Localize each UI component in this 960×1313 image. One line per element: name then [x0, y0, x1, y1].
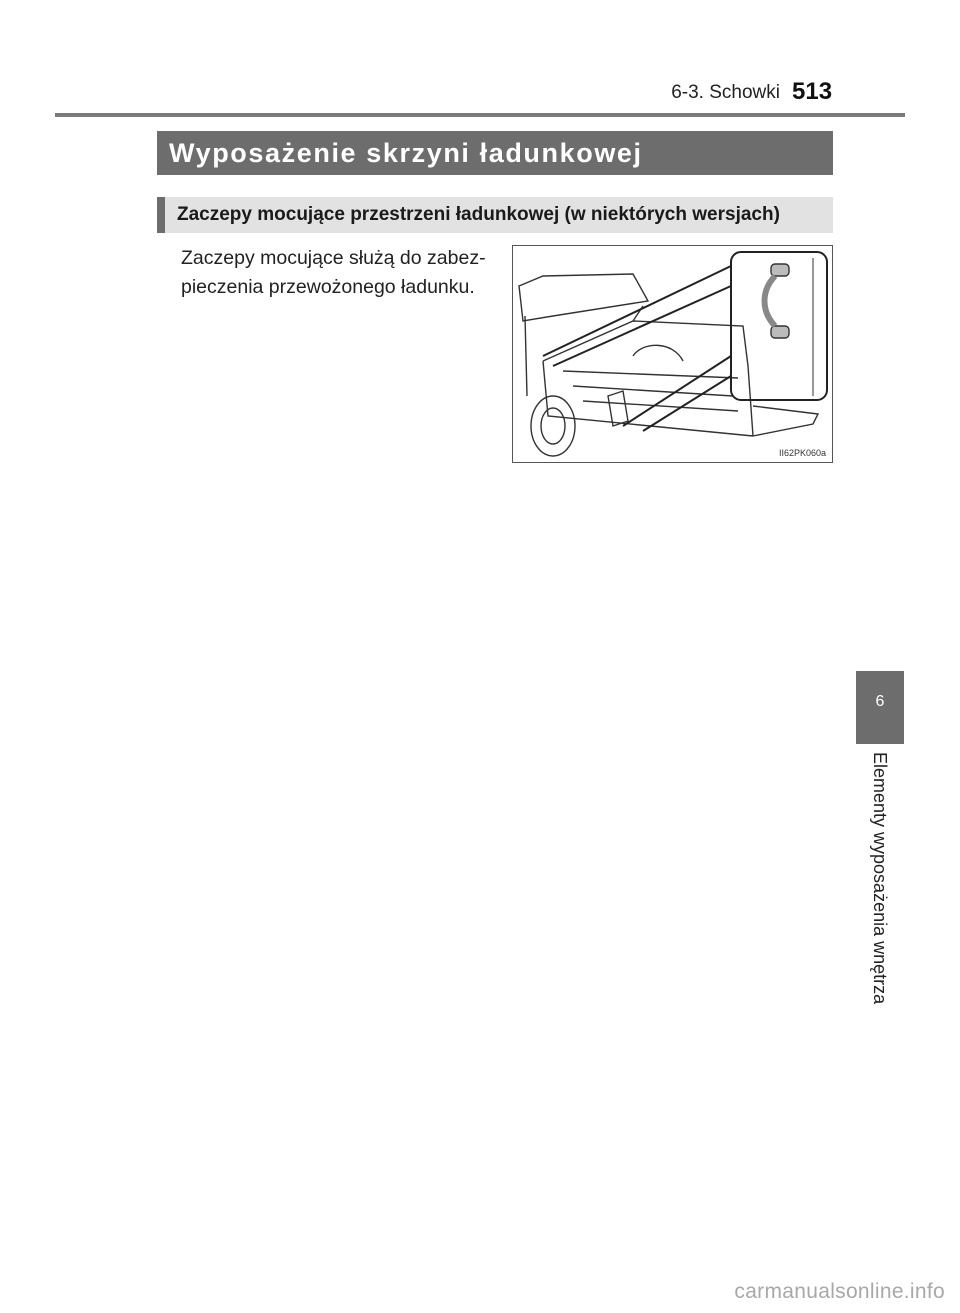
- watermark: carmanualsonline.info: [734, 1280, 945, 1303]
- chapter-tab: [856, 671, 904, 744]
- page-number: 513: [792, 78, 833, 105]
- main-title: Wyposażenie skrzyni ładunkowej: [157, 131, 833, 175]
- header-divider: [55, 113, 905, 117]
- chapter-label-text: Elementy wyposażenia wnętrza: [870, 752, 890, 1005]
- header-section-label: 6-3. Schowki: [671, 82, 780, 103]
- sub-title: Zaczepy mocujące przestrzeni ładunkowej (w niektórych wersjach): [157, 197, 833, 233]
- chapter-number: 6: [875, 693, 885, 710]
- pickup-bed-tie-down-illustration: [513, 246, 833, 463]
- body-text: Zaczepy mocujące służą do zabez-pieczenia przewożonego ładunku.: [181, 247, 486, 298]
- figure-code: II62PK060a: [778, 448, 826, 458]
- figure-illustration: [512, 245, 833, 463]
